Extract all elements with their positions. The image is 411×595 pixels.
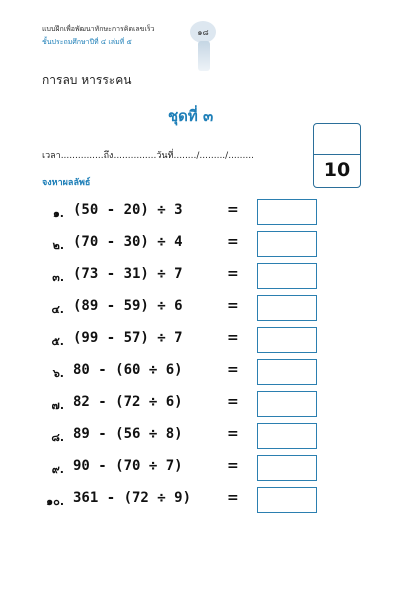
answer-box[interactable] <box>257 295 317 321</box>
problem-expression: 80 - (60 ÷ 6) <box>73 362 183 378</box>
answer-box[interactable] <box>257 327 317 353</box>
problem-row <box>0 391 411 417</box>
equals-sign: = <box>227 202 239 218</box>
problem-row <box>0 359 411 385</box>
problem-expression: (70 - 30) ÷ 4 <box>73 234 183 250</box>
problem-number: ๕. <box>51 335 64 348</box>
problem-expression: 90 - (70 ÷ 7) <box>73 458 183 474</box>
score-total: 10 <box>323 159 351 181</box>
time-date-line: เวลา...............ถึง...............วันที่......../........./......... <box>42 151 254 161</box>
score-divider <box>314 154 360 155</box>
equals-sign: = <box>227 394 239 410</box>
problem-row <box>0 199 411 225</box>
equals-sign: = <box>227 426 239 442</box>
equals-sign: = <box>227 298 239 314</box>
problem-number: ๖. <box>52 367 64 380</box>
problem-row <box>0 455 411 481</box>
problem-number: ๑๐. <box>46 495 64 508</box>
decorative-drop-icon <box>198 41 210 71</box>
equals-sign: = <box>227 362 239 378</box>
topic-title: การลบ หารระคน <box>42 73 132 87</box>
equals-sign: = <box>227 490 239 506</box>
answer-box[interactable] <box>257 455 317 481</box>
answer-box[interactable] <box>257 423 317 449</box>
problem-number: ๓. <box>52 271 64 284</box>
instruction-text: จงหาผลลัพธ์ <box>42 178 91 188</box>
equals-sign: = <box>227 234 239 250</box>
equals-sign: = <box>227 330 239 346</box>
problem-expression: 361 - (72 ÷ 9) <box>73 490 192 506</box>
answer-box[interactable] <box>257 199 317 225</box>
problem-row <box>0 295 411 321</box>
problem-number: ๑. <box>52 207 64 220</box>
problem-expression: (89 - 59) ÷ 6 <box>73 298 183 314</box>
problem-number: ๔. <box>51 303 64 316</box>
problem-number: ๘. <box>51 431 64 444</box>
problem-expression: 89 - (56 ÷ 8) <box>73 426 183 442</box>
set-title: ชุดที่ ๓ <box>168 107 214 125</box>
problem-row <box>0 263 411 289</box>
problem-row <box>0 231 411 257</box>
equals-sign: = <box>227 266 239 282</box>
problem-row <box>0 487 411 513</box>
grade-volume-label: ชั้นประถมศึกษาปีที่ ๔ เล่มที่ ๕ <box>42 38 132 46</box>
answer-box[interactable] <box>257 231 317 257</box>
score-box <box>313 123 361 188</box>
problem-expression: (99 - 57) ÷ 7 <box>73 330 183 346</box>
problem-number: ๒. <box>52 239 64 252</box>
problem-expression: (73 - 31) ÷ 7 <box>73 266 183 282</box>
worksheet-series-title: แบบฝึกเพื่อพัฒนาทักษะการคิดเลขเร็ว <box>42 25 155 33</box>
page-number-badge: ๑๘ <box>190 21 216 43</box>
problem-expression: 82 - (72 ÷ 6) <box>73 394 183 410</box>
answer-box[interactable] <box>257 263 317 289</box>
problem-number: ๗. <box>51 399 64 412</box>
answer-box[interactable] <box>257 359 317 385</box>
answer-box[interactable] <box>257 487 317 513</box>
problem-row <box>0 423 411 449</box>
equals-sign: = <box>227 458 239 474</box>
problem-number: ๙. <box>51 463 64 476</box>
problem-expression: (50 - 20) ÷ 3 <box>73 202 183 218</box>
answer-box[interactable] <box>257 391 317 417</box>
problem-row <box>0 327 411 353</box>
